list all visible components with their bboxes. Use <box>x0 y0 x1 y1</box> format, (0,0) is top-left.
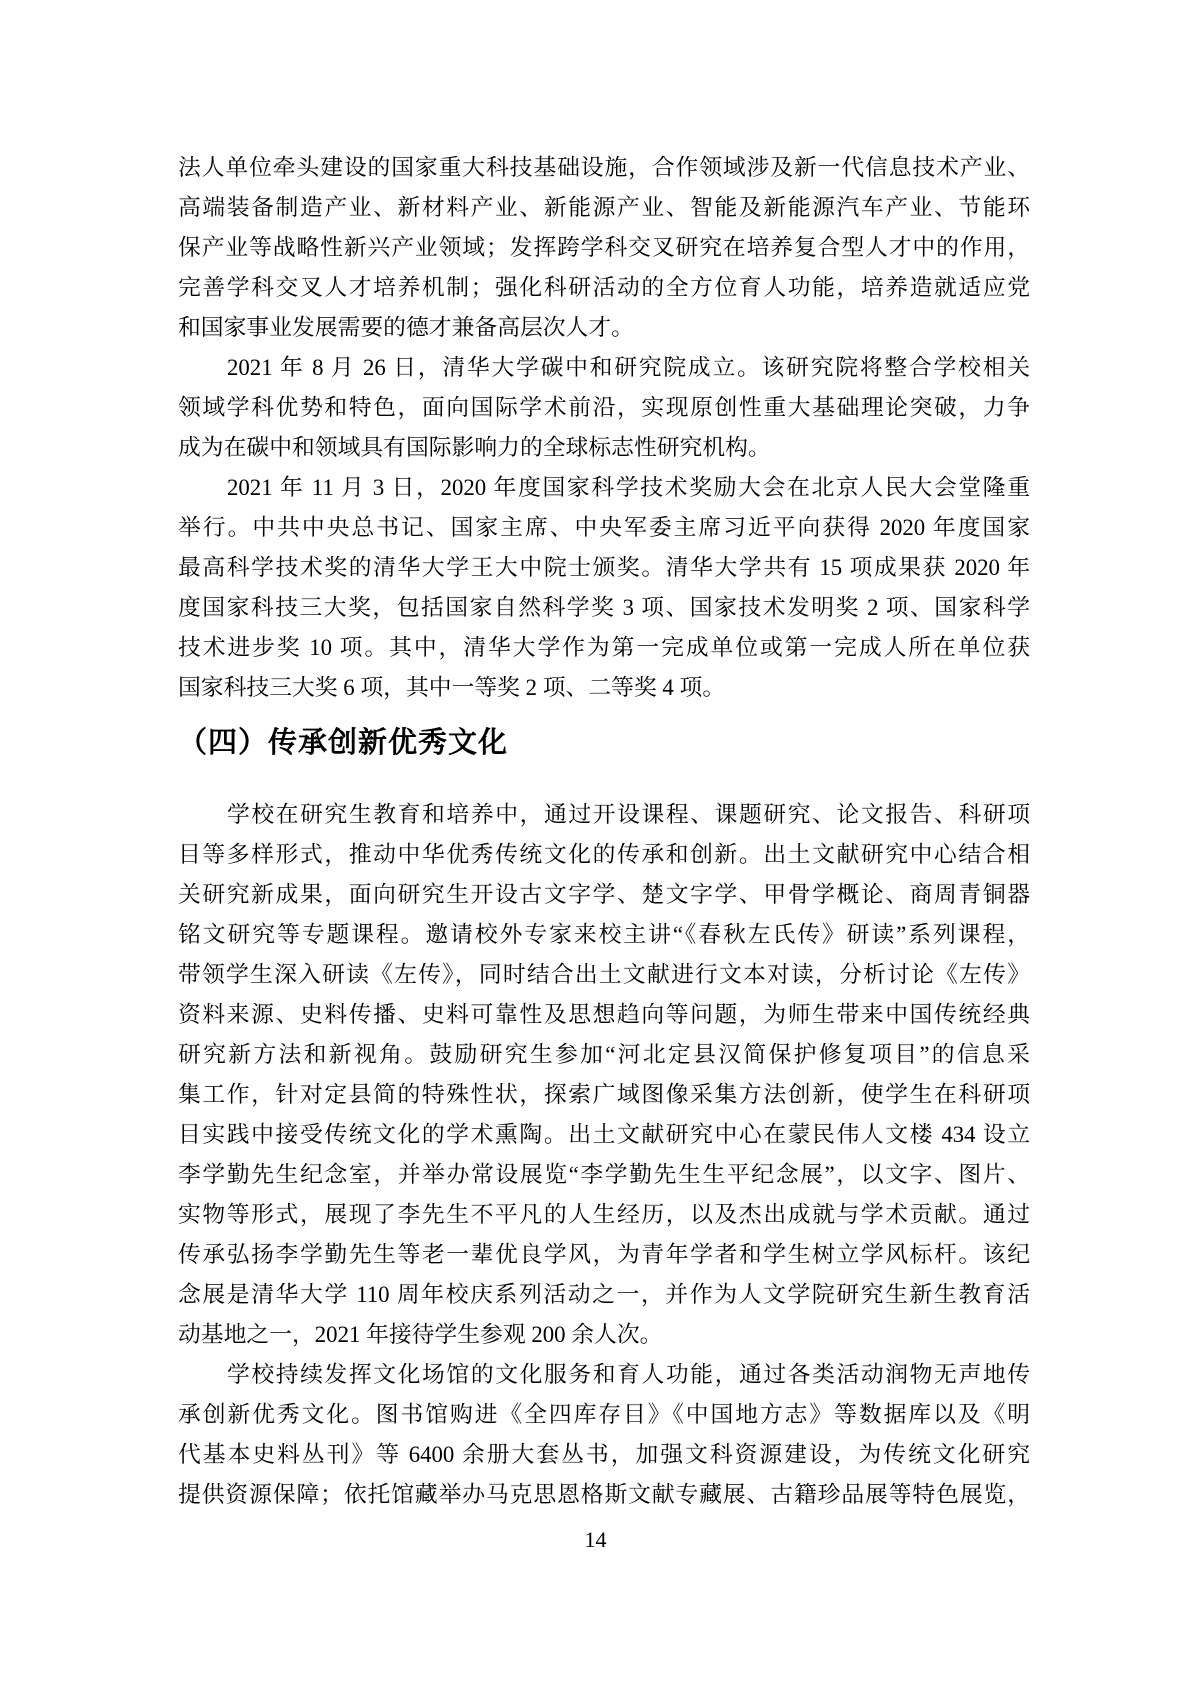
text-line: 领域学科优势和特色，面向国际学术前沿，实现原创性重大基础理论突破，力争 <box>178 395 1030 420</box>
text-line: 国家科技三大奖 6 项，其中一等奖 2 项、二等奖 4 项。 <box>178 675 726 700</box>
text-line: 念展是清华大学 110 周年校庆系列活动之一，并作为人文学院研究生新生教育活 <box>178 1282 1030 1307</box>
text-line: 铭文研究等专题课程。邀请校外专家来校主讲“《春秋左氏传》研读”系列课程， <box>178 922 1030 947</box>
text-line: 李学勤先生纪念室，并举办常设展览“李学勤先生生平纪念展”，以文字、图片、 <box>178 1162 1030 1187</box>
text-line: 度国家科技三大奖，包括国家自然科学奖 3 项、国家技术发明奖 2 项、国家科学 <box>178 595 1030 620</box>
text-line: 代基本史料丛刊》等 6400 余册大套丛书，加强文科资源建设，为传统文化研究 <box>178 1442 1030 1467</box>
text-line: 保产业等战略性新兴产业领域；发挥跨学科交叉研究在培养复合型人才中的作用， <box>178 235 1030 260</box>
text-line: 目实践中接受传统文化的学术熏陶。出土文献研究中心在蒙民伟人文楼 434 设立 <box>178 1122 1030 1147</box>
page-number: 14 <box>584 1527 607 1552</box>
text-line: 成为在碳中和领域具有国际影响力的全球标志性研究机构。 <box>178 435 771 460</box>
text-line: 动基地之一，2021 年接待学生参观 200 余人次。 <box>178 1322 663 1347</box>
text-line: 资料来源、史料传播、史料可靠性及思想趋向等问题，为师生带来中国传统经典 <box>178 1002 1030 1027</box>
text-line: 法人单位牵头建设的国家重大科技基础设施，合作领域涉及新一代信息技术产业、 <box>178 155 1030 180</box>
text-line: 集工作，针对定县简的特殊性状，探索广域图像采集方法创新，使学生在科研项 <box>178 1082 1030 1107</box>
paragraph-2 <box>178 348 1030 468</box>
text-line: 和国家事业发展需要的德才兼备高层次人才。 <box>178 315 634 340</box>
text-line: 学校持续发挥文化场馆的文化服务和育人功能，通过各类活动润物无声地传 <box>227 1362 1030 1387</box>
text-line: 技术进步奖 10 项。其中，清华大学作为第一完成单位或第一完成人所在单位获 <box>178 635 1030 660</box>
text-line: 带领学生深入研读《左传》，同时结合出土文献进行文本对读，分析讨论《左传》 <box>178 962 1030 987</box>
text-line: 关研究新成果，面向研究生开设古文字学、楚文字学、甲骨学概论、商周青铜器 <box>178 882 1030 907</box>
text-line: 学校在研究生教育和培养中，通过开设课程、课题研究、论文报告、科研项 <box>227 802 1030 827</box>
section-heading: （四）传承创新优秀文化 <box>178 727 509 759</box>
text-line: 最高科学技术奖的清华大学王大中院士颁奖。清华大学共有 15 项成果获 2020 年 <box>178 555 1030 580</box>
text-line: 高端装备制造产业、新材料产业、新能源产业、智能及新能源汽车产业、节能环 <box>178 195 1030 220</box>
text-line: 提供资源保障；依托馆藏举办马克思恩格斯文献专藏展、古籍珍品展等特色展览， <box>178 1482 1030 1507</box>
paragraph-4 <box>178 795 1030 1355</box>
text-line: 2021 年 8 月 26 日，清华大学碳中和研究院成立。该研究院将整合学校相关 <box>227 355 1030 380</box>
text-line: 2021 年 11 月 3 日，2020 年度国家科学技术奖励大会在北京人民大会堂隆重 <box>227 475 1030 500</box>
paragraph-5 <box>178 1355 1030 1515</box>
text-line: 完善学科交叉人才培养机制；强化科研活动的全方位育人功能，培养造就适应党 <box>178 275 1030 300</box>
text-line: 传承弘扬李学勤先生等老一辈优良学风，为青年学者和学生树立学风标杆。该纪 <box>178 1242 1030 1267</box>
paragraph-3 <box>178 468 1030 708</box>
text-line: 举行。中共中央总书记、国家主席、中央军委主席习近平向获得 2020 年度国家 <box>178 515 1030 540</box>
paragraph-1 <box>178 148 1030 348</box>
text-line: 实物等形式，展现了李先生不平凡的人生经历，以及杰出成就与学术贡献。通过 <box>178 1202 1030 1227</box>
text-line: 目等多样形式，推动中华优秀传统文化的传承和创新。出土文献研究中心结合相 <box>178 842 1030 867</box>
document-body <box>178 148 1030 1515</box>
text-line: 研究新方法和新视角。鼓励研究生参加“河北定县汉简保护修复项目”的信息采 <box>178 1042 1030 1067</box>
text-line: 承创新优秀文化。图书馆购进《全四库存目》《中国地方志》等数据库以及《明 <box>178 1402 1030 1427</box>
